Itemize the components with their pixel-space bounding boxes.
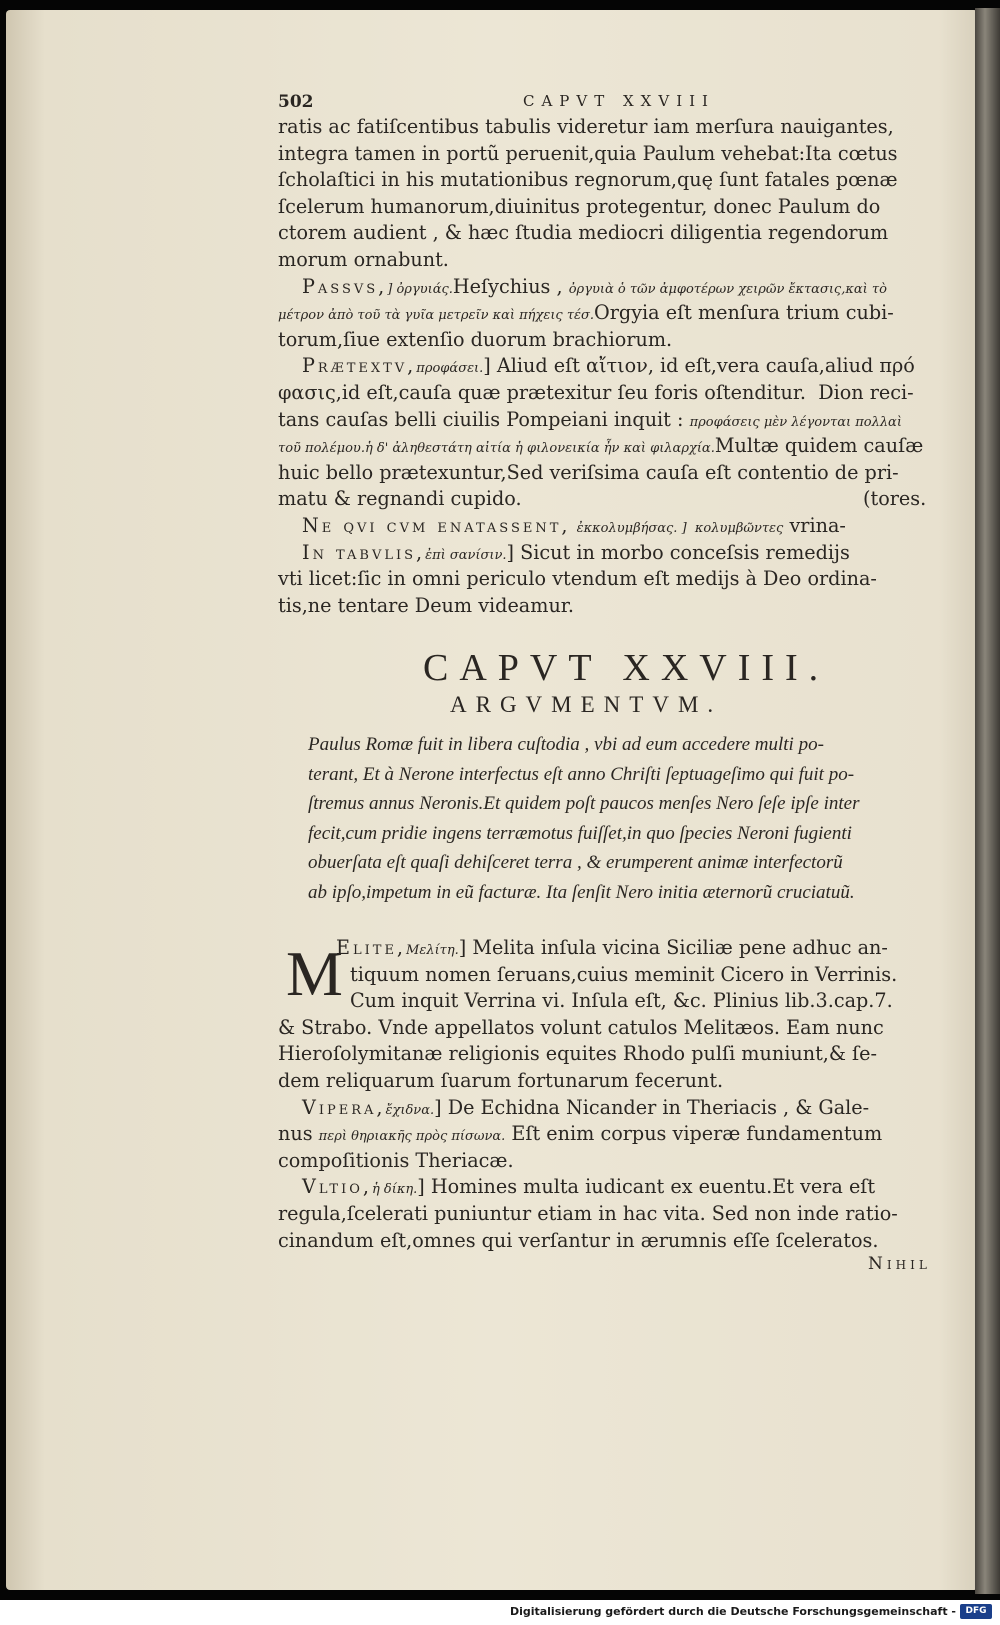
text-segment: Eſt enim corpus viperæ fundamentum xyxy=(511,1122,883,1146)
greek-text: τοῦ πολέμου.ἡ δ' ἀληθεστάτη αἰτία ἡ φιλονεικία ἦν καὶ φιλαρχία. xyxy=(278,441,715,457)
text-line xyxy=(278,300,894,330)
text-segment: (tores. xyxy=(863,487,927,511)
text-line: regula,ſcelerati puniuntur etiam in hac vita. Sed non inde ratio- xyxy=(278,1202,898,1225)
text-line: integra tamen in portũ peruenit,quia Paulum vehebat:Ita cœtus xyxy=(278,141,898,165)
running-title: CAPVT XXVIII xyxy=(523,92,715,110)
text-line: huic bello prætexuntur,Sed veriſsima cauſa eſt contentio de pri- xyxy=(278,460,899,484)
text-segment: matu & regnandi cupido. xyxy=(278,487,522,511)
text-line: tiquum nomen ſeruans,cuius meminit Cicero in Verrinis. xyxy=(350,962,898,986)
greek-text: ἡ δίκη. xyxy=(372,1182,418,1198)
argument-title: ARGVMENTVM. xyxy=(450,692,723,717)
text-segment: ] Aliud eſt αἴτιον, id eſt,vera cauſa,aliud πρό xyxy=(483,354,915,378)
text-line: Hieroſolymitanæ religionis equites Rhodo pulſi muniunt,& ſe- xyxy=(278,1042,878,1066)
greek-text: ἔχιδνα. xyxy=(385,1102,435,1118)
note-vltio xyxy=(278,1174,875,1204)
text-segment: Heſychius , xyxy=(452,274,563,298)
text-line: vti licet:ſic in omni periculo vtendum eſt medijs à Deo ordina- xyxy=(278,567,877,591)
text-line: morum ornabunt. xyxy=(278,248,449,271)
text-segment: ] Homines multa iudicant ex euentu.Et vera eſt xyxy=(417,1175,876,1199)
greek-text: προφάσεις μὲν λέγονται πολλαὶ xyxy=(689,414,902,430)
greek-text: ὀργυιὰ ὁ τῶν ἀμφοτέρων χειρῶν ἔκτασις,καὶ τὸ xyxy=(568,281,887,297)
greek-text: μέτρον ἀπὸ τοῦ τὰ γυῖα μετρεῖν καὶ πήχεις τέσ. xyxy=(278,308,595,324)
lemma: Vltio, xyxy=(302,1175,372,1199)
text-segment: Multæ quidem cauſæ xyxy=(714,434,924,458)
text-line: compoſitionis Theriacæ. xyxy=(278,1148,514,1172)
catchword: Nihil xyxy=(868,1254,931,1274)
text-line: ctorem audient , & hæc ſtudia mediocri diligentia regendorum xyxy=(278,221,889,245)
note-in-tabulis xyxy=(278,540,850,570)
note-praetextu xyxy=(278,353,915,383)
text-line: ſcelerum humanorum,diuinitus protegentur, donec Paulum do xyxy=(278,194,881,218)
note-ne-qui xyxy=(278,513,846,543)
text-line: dem reliquarum ſuarum fortunarum fecerunt. xyxy=(278,1069,724,1092)
text-segment: tans cauſas belli ciuilis Pompeiani inquit : xyxy=(278,407,684,431)
text-line: & Strabo. Vnde appellatos volunt catulos Melitæos. Eam nunc xyxy=(278,1015,884,1039)
text-line xyxy=(278,433,923,463)
greek-text: ] ὀργυιάς. xyxy=(387,281,453,297)
lemma: Vipera, xyxy=(302,1095,386,1119)
text-line: tis,ne tentare Deum videamur. xyxy=(278,593,574,617)
lemma: Passvs, xyxy=(302,274,388,298)
chapter-title: CAPVT XXVIII. xyxy=(423,647,830,689)
folio-number: 502 xyxy=(278,92,314,112)
greek-text: ἐκκολυμβήσας. ] κολυμβῶντες xyxy=(576,521,784,536)
text-segment: ] Sicut in morbo conceſsis remedijs xyxy=(506,540,850,564)
text-segment: nus xyxy=(278,1122,313,1146)
lemma: Ne qvi cvm enatassent, xyxy=(302,514,571,537)
greek-text: Μελίτη. xyxy=(406,943,459,958)
lemma: Elite, xyxy=(336,936,407,959)
text-line: torum,ſiue extenſio duorum brachiorum. xyxy=(278,327,673,351)
argument-line: terant, Et à Nerone interfectus eſt anno Chriſti ſeptuageſimo qui fuit po- xyxy=(308,763,855,785)
argument-line: obuerſata eſt quaſi dehiſceret terra , & erumperent animæ interfectorũ xyxy=(308,852,843,873)
footer-credit: Digitalisierung gefördert durch die Deutsche Forschungsgemeinschaft - xyxy=(509,1605,956,1618)
text-segment: ] Melita inſula vicina Siciliæ pene adhuc an- xyxy=(458,936,888,959)
text-line xyxy=(278,486,927,513)
text-line: ratis ac fatiſcentibus tabulis videretur iam merſura nauigantes, xyxy=(278,115,894,138)
text-segment: vrina- xyxy=(789,514,846,537)
note-passus xyxy=(278,274,887,304)
text-line: φασις,id eſt,cauſa quæ prætexitur ſeu foris oſtenditur. Dion reci- xyxy=(278,381,914,404)
argument-line: ab ipſo,impetum in eũ facturæ. Ita ſenſit Nero initia æternorũ cruciatuũ. xyxy=(308,881,855,903)
digitization-footer xyxy=(0,1600,1000,1625)
page-edge xyxy=(975,8,1000,1594)
lemma: In tabvlis, xyxy=(302,540,426,564)
argument-line: fecit,cum pridie ingens terræmotus fuiſſet,in quo ſpecies Neroni fugienti xyxy=(308,822,852,844)
greek-text: περὶ θηριακῆς πρὸς πίσωνα. xyxy=(318,1129,506,1145)
argument-line: Paulus Romæ fuit in libera cuſtodia , vbi ad eum accedere multi po- xyxy=(308,734,824,755)
argument-line: ſtremus annus Neronis.Et quidem poſt paucos menſes Nero ſeſe ipſe inter xyxy=(308,793,860,814)
text-segment: Orgyia eſt menſura trium cubi- xyxy=(594,301,894,325)
drop-cap: M xyxy=(286,938,343,1009)
lemma: Prætextv, xyxy=(302,354,417,378)
text-line xyxy=(278,1121,882,1151)
text-line: ſcholaſtici in his mutationibus regnorum,quę ſunt fatales pœnæ xyxy=(278,168,898,192)
note-vipera xyxy=(278,1095,869,1125)
argument-paragraph xyxy=(308,730,859,907)
note-melite xyxy=(278,935,888,965)
greek-text: προφάσει. xyxy=(416,361,484,377)
dfg-logo[interactable]: DFG xyxy=(960,1604,992,1619)
text-segment: ] De Echidna Nicander in Theriacis , & Gale- xyxy=(434,1095,870,1119)
text-line: cinandum eſt,omnes qui verſantur in ærumnis eſſe ſceleratos. xyxy=(278,1228,879,1252)
text-line xyxy=(278,407,902,437)
greek-text: ἐπὶ σανίσιν. xyxy=(425,547,507,563)
text-line: Cum inquit Verrina vi. Inſula eſt, &c. Plinius lib.3.cap.7. xyxy=(350,989,893,1013)
